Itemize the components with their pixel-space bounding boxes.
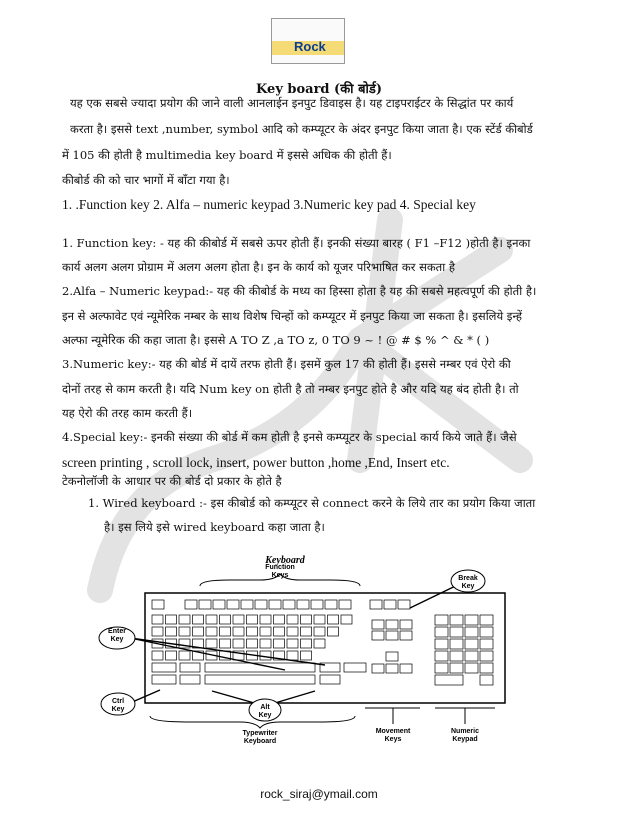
- key: [233, 615, 244, 624]
- key: [205, 675, 315, 684]
- key: [386, 664, 398, 673]
- paragraph-line: यह ऐरो की तरह काम करती हैं।: [62, 406, 193, 420]
- key: [384, 600, 396, 609]
- key: [206, 627, 217, 636]
- key: [314, 615, 325, 624]
- key: [274, 639, 285, 648]
- paragraph-line: 3.Numeric key:- यह की बोर्ड में दायें तरफ होती हैं। इसमें कुल 17 की होती हैं। इससे नम्बर एवं ऐरो की: [62, 357, 511, 371]
- typewriter-keyboard-label: Typewriter Keyboard: [242, 730, 278, 745]
- key: [435, 615, 448, 625]
- paragraph-line: 1. .Function key 2. Alfa – numeric keypad 3.Numeric key pad 4. Special key: [62, 197, 476, 212]
- key: [152, 651, 163, 660]
- key: [193, 627, 204, 636]
- key: [311, 600, 323, 609]
- key: [339, 600, 351, 609]
- typewriter-brace: [150, 716, 355, 728]
- key: [269, 600, 281, 609]
- key: [180, 663, 200, 672]
- page-title: Key board (की बोर्ड): [256, 82, 382, 97]
- rock-logo: [271, 18, 345, 64]
- key: [233, 627, 244, 636]
- key: [166, 615, 177, 624]
- key: [301, 615, 312, 624]
- key: [241, 600, 253, 609]
- key: [480, 639, 493, 649]
- logo-text: Rock: [294, 39, 326, 54]
- key: [179, 651, 190, 660]
- key: [344, 663, 366, 672]
- key: [220, 627, 231, 636]
- key: [370, 600, 382, 609]
- enter-key-label: Enter Key: [108, 628, 126, 643]
- break-key-label: Break Key: [458, 575, 478, 590]
- key: [372, 631, 384, 640]
- key: [283, 600, 295, 609]
- key: [480, 675, 493, 685]
- paragraph-line: 2.Alfa – Numeric keypad:- यह की कीबोर्ड के मध्य का हिस्सा होता है यह की सबसे महत्वपूर्ण की होती है।: [62, 284, 537, 298]
- key: [166, 627, 177, 636]
- key: [301, 639, 312, 648]
- paragraph-line: इन से अल्फावेट एवं न्यूमेरिक नम्बर के साथ विशेष चिन्हों को कम्प्यूटर में इनपुट किया जा सकता है। इसलिये इन्हें: [62, 309, 522, 323]
- key: [247, 639, 258, 648]
- key: [465, 651, 478, 661]
- key: [450, 627, 463, 637]
- numeric-keypad-label: Numeric Keypad: [450, 728, 480, 743]
- key: [435, 663, 448, 673]
- key: [435, 627, 448, 637]
- key: [152, 615, 163, 624]
- numeric-brace: [435, 708, 495, 724]
- key: [247, 627, 258, 636]
- keyboard-figure: [90, 548, 520, 758]
- key: [152, 675, 176, 684]
- movement-keys-label: Movement Keys: [375, 728, 411, 743]
- key: [450, 651, 463, 661]
- function-keys-label: Function Keys: [265, 564, 295, 579]
- key: [220, 615, 231, 624]
- key: [206, 639, 217, 648]
- key: [435, 639, 448, 649]
- paragraph-line: यह एक सबसे ज्यादा प्रयोग की जाने वाली आनलाईन इनपुट डिवाइस है। यह टाइपराईटर के सिद्धांत पर कार्य: [70, 96, 514, 110]
- key: [386, 631, 398, 640]
- key: [480, 615, 493, 625]
- key: [220, 639, 231, 648]
- paragraph-line: करता है। इससे text ,number, symbol आदि को कम्प्यूटर के अंदर इनपुट किया जाता है। एक स्टेंर्ड कीबोर्ड: [70, 122, 533, 136]
- key: [398, 600, 410, 609]
- key: [301, 651, 312, 660]
- key: [297, 600, 309, 609]
- key: [320, 675, 340, 684]
- paragraph-line: कीबोर्ड की को चार भागों में बॉंटा गया है।: [62, 173, 230, 187]
- paragraph-line: screen printing , scroll lock, insert, power button ,home ,End, Insert etc.: [62, 455, 450, 470]
- key: [325, 600, 337, 609]
- key: [180, 675, 200, 684]
- key: [260, 615, 271, 624]
- key: [480, 627, 493, 637]
- paragraph-line: कार्य अलग अलग प्रोग्राम में अलग अलग होता है। इन के कार्य को यूजर परिभाषित कर सकता है: [62, 260, 455, 274]
- key: [435, 651, 448, 661]
- key: [185, 600, 197, 609]
- key: [450, 615, 463, 625]
- key: [260, 651, 271, 660]
- key: [435, 675, 463, 685]
- key: [465, 627, 478, 637]
- key: [314, 627, 325, 636]
- key: [152, 600, 164, 609]
- key: [193, 615, 204, 624]
- ctrl-key-label: Ctrl Key: [111, 698, 125, 713]
- key: [328, 627, 339, 636]
- key: [213, 600, 225, 609]
- key: [274, 615, 285, 624]
- key: [233, 639, 244, 648]
- key: [287, 615, 298, 624]
- key: [341, 615, 352, 624]
- key: [372, 620, 384, 629]
- key: [480, 663, 493, 673]
- key: [386, 620, 398, 629]
- key: [260, 639, 271, 648]
- key: [260, 627, 271, 636]
- alt-key-label: Alt Key: [258, 704, 272, 719]
- paragraph-line: टेकनोलॉजी के आधार पर की बोर्ड दो प्रकार के होते है: [62, 474, 282, 488]
- key: [400, 664, 412, 673]
- key: [287, 627, 298, 636]
- key: [179, 627, 190, 636]
- key: [314, 639, 325, 648]
- key: [465, 615, 478, 625]
- paragraph-line: में 105 की होती है multimedia key board में इससे अधिक की होती हैं।: [62, 148, 392, 162]
- paragraph-line: है। इस लिये इसे wired keyboard कहा जाता है।: [104, 520, 325, 534]
- paragraph-line: 1. Function key: - यह की कीबोर्ड में सबसे ऊपर होती हैं। इनकी संख्या बारह ( F1 –F12 )होती है। इनका: [62, 236, 531, 250]
- key: [450, 639, 463, 649]
- key: [400, 620, 412, 629]
- paragraph-line: दोनों तरह से काम करती है। यदि Num key on होती है तो नम्बर इनपुट होते है और यदि यह बंद होती है। तो: [62, 382, 519, 396]
- key: [274, 627, 285, 636]
- key: [480, 651, 493, 661]
- key: [372, 664, 384, 673]
- movement-brace: [365, 708, 420, 724]
- key: [206, 615, 217, 624]
- key: [287, 639, 298, 648]
- key: [255, 600, 267, 609]
- key: [227, 600, 239, 609]
- key: [152, 627, 163, 636]
- paragraph-line: 1. Wired keyboard :- इस कीबोर्ड को कम्प्यूटर से connect करने के लिये तार का प्रयोग किया जाता: [88, 496, 536, 510]
- key: [199, 600, 211, 609]
- key: [465, 639, 478, 649]
- key: [179, 615, 190, 624]
- key: [386, 652, 398, 661]
- footer-email: rock_siraj@ymail.com: [260, 787, 378, 801]
- key: [400, 631, 412, 640]
- key: [301, 627, 312, 636]
- paragraph-line: 4.Special key:- इनकी संख्या की बोर्ड में कम होती है इनसे कम्प्यूटर के special कार्य किये जाते हैं। जैसे: [62, 430, 517, 444]
- key: [465, 663, 478, 673]
- key: [450, 663, 463, 673]
- key: [152, 663, 176, 672]
- key: [328, 615, 339, 624]
- key: [166, 651, 177, 660]
- paragraph-line: अल्फा न्यूमेरिक की कहा जाता है। इससे A TO Z ,a TO z, 0 TO 9 ~ ! @ # $ % ^ & * ( ): [62, 333, 490, 347]
- figure-title: Keyboard: [265, 555, 305, 566]
- key: [287, 651, 298, 660]
- key: [247, 615, 258, 624]
